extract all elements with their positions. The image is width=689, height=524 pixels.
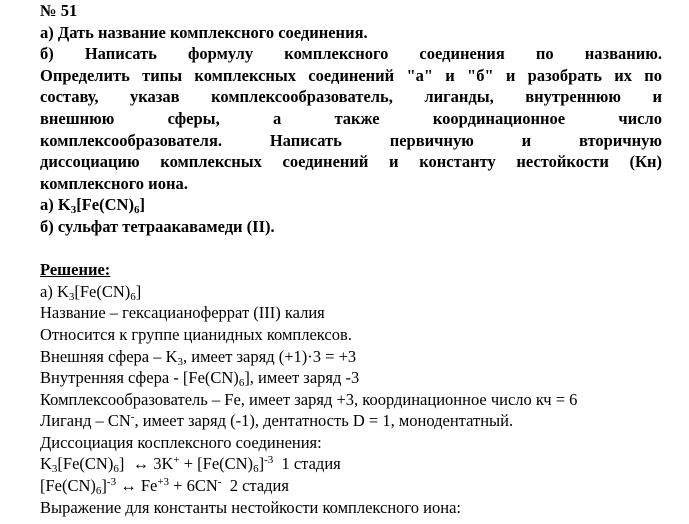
dissociation-stage-2: $[Fe(CN)_6]^{-3}$ ↔ $Fe^{+3} + 6CN^-$ 2 стадия (40, 476, 289, 498)
ligand-line: Лиганд – CN-, имеет заряд (-1), дентатность D = 1, монодентатный. (40, 411, 514, 431)
task-b-line-6: диссоциацию комплексных соединений и константу нестойкости (Кн) (40, 152, 662, 172)
task-b-line-5: комплексообразователя. Написать первичную и вторичную (40, 130, 662, 150)
task-b-line-4: внешнюю сферы, а также координационное число (40, 108, 662, 128)
task-b-line-1: б) Написать формулу комплексного соединения по названию. (40, 44, 662, 64)
outer-sphere-line: Внешняя сфера – $K_3$, имеет заряд (+1)·3 = +3 (40, 346, 357, 368)
dissociation-stage-1: $K_3[Fe(CN)_6]$ ↔ $3K^+ + [Fe(CN)_6]^{-3}$ 1 стадия (40, 454, 341, 476)
compound-name-line: Название – гексацианоферрат (III) калия (40, 303, 325, 323)
inner-sphere-line: Внутренняя сфера - $[Fe(CN)_6]$, имеет заряд -3 (40, 368, 360, 390)
compound-group-line: Относится к группе цианидных комплексов. (40, 324, 352, 344)
problem-number: № 51 (40, 1, 78, 20)
task-b-line-2: Определить типы комплексных соединений "а" и "б" и разобрать их по (40, 65, 662, 85)
item-a-formula: а) $K_3[Fe(CN)_6]$ (40, 195, 145, 217)
spacer (40, 238, 662, 260)
item-b-name: б) сульфат тетраакавамеди (II). (40, 216, 275, 236)
solution-a-formula: а) $K_3[Fe(CN)_6]$ (40, 281, 142, 303)
central-atom-line: Комплексообразователь – Fe, имеет заряд +3, координационное число кч = 6 (40, 389, 578, 409)
solution-heading: Решение: (40, 260, 111, 280)
document-page (40, 0, 662, 518)
constant-expression-line: Выражение для константы нестойкости комплексного иона: (40, 497, 461, 517)
task-a: а) Дать название комплексного соединения. (40, 22, 368, 42)
task-b-line-7: комплексного иона. (40, 173, 188, 193)
dissociation-heading: Диссоциация косплексного соединения: (40, 432, 322, 452)
task-b-line-3: составу, указав комплексообразователь, лиганды, внутреннюю и (40, 87, 662, 107)
